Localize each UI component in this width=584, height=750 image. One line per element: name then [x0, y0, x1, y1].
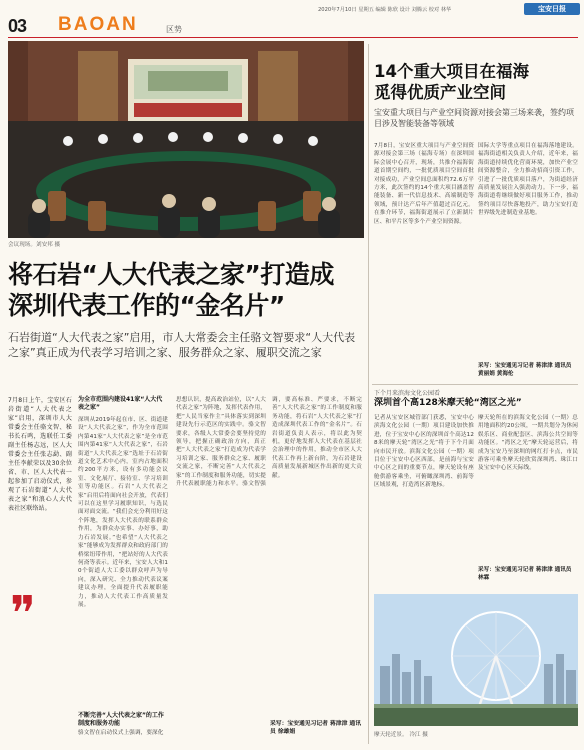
right-headline-line2: 觅得优质产业空间 — [374, 83, 506, 102]
meeting-photo — [8, 41, 364, 238]
ferris-wheel-illustration — [374, 594, 578, 726]
main-headline-line2: 深圳代表工作的“金名片” — [8, 291, 285, 320]
main-lead: 7月8日上午，宝安区石岩街道“人大代表之家”启用，深圳市人大常委会主任骆文智、秘书长石鸣，选联任工委副主任杨志远，区人大常委会主任张志勐、副主任李献荣以及30余位省、市、区人大代表一起参加了启动仪式，参观了石岩街道“人大代表之家”和浪心人大代表社区联络站。 — [8, 397, 72, 512]
ferris-byline: 采写：宝安通见习记者 蒋津津 通讯员 林霖 — [478, 567, 572, 581]
main-subheadline: 石岩街道“人大代表之家”启用，市人大常委会主任骆文智要求“人大代表之家”真正成为代表学习培训之家、服务群众之家、履职交流之家 — [8, 331, 356, 359]
ferris-kicker: 下个月来滨海文化公园看 — [374, 390, 441, 397]
date-line: 2020年7月10日 星期五 编辑 陈欣 设计 刘腾云 校对 林华 — [318, 7, 452, 13]
ferris-photo — [374, 594, 578, 726]
ferris-body-right: 摩天轮所在的滨海文化公园（一期）总用地面积约20公顷，一期共划分为休闲娱乐区、商业配套区、滨海公共空间等功能区。“湾区之光”摩天轮运营后，将成为宝安乃至深圳的网红打卡点，市民游客可乘坐摩天轮欣赏深圳湾、珠江口及宝安中心区天际线。 — [478, 415, 578, 472]
col3-body: 思想认识，提高政治站位，以“人大代表之家”为阵地，发挥代表作用，把“人民当家作主”具体落实到深圳建设先行示范区的实践中。骆文智要求，各级人大常委会要坚持党的领导，把握正确政治方向，真正把“人大代表之家”打造成为代表学习培训之家、服务群众之家、履职交流之家，不断完善“人大代表之家”的工作制度和服务功能，切实提升代表履职能力和水平。骆文智强调，要高标准、严要求，不断完善“人大代表之家”的工作制度和服务功能，将石岩“人大代表之家”打造成深圳代表工作的“金名片”。石岩街道负责人表示，将以此为契机，更好地发挥人大代表在基层社会治理中的作用，推动全市区人大代表工作再上新台阶，为石岩建设高质量发展新城区作出新的更大贡献。 — [176, 397, 362, 488]
masthead-logo — [524, 3, 580, 15]
meeting-photo-caption: 会议现场。刘安邦 摄 — [8, 242, 61, 248]
right-section-divider — [372, 384, 578, 385]
meeting-photo-illustration — [8, 41, 364, 238]
page-header — [0, 0, 584, 36]
header-rule — [8, 37, 578, 38]
main-byline: 采写：宝安通见习记者 蒋津津 通讯员 徐雄娟 — [270, 721, 361, 736]
ferris-body-left: 记者从宝安区城管部门获悉，宝安中心滨海文化公园（一期）项目建设加快推进，位于宝安中心区的深圳首个高达128米的摩天轮“湾区之光”将于下个月面向市民开放。滨海文化公园（一期）项目位于宝安中心区西部，是前海与宝安中心区之间的重要节点，摩天轮设有座舱供游客乘坐，可俯瞰深圳湾、前海等区域景观，打造湾区新地标。 — [374, 415, 474, 489]
ferris-photo-caption: 摩天轮近景。 冷江 摄 — [374, 732, 428, 738]
col2-subhead-2: 不断完善“人大代表之家”的工作制度和服务功能 — [78, 712, 164, 727]
right-body-left: 7月8日，宝安区重大项目与产业空间资源对接会第三场（福海专场）在深圳国际会展中心召开，现场，共推介福海街道首期空间约，一批优质项目空间首批对接成功，产业空间总面积约72.6万平方米，此次签约的14个重大项目涵盖智能装备、新一代信息技术、高端制造等领域，预计达产后年产值超过百亿元。在推介环节，福海街道展示了立新湖片区、和平片区等多个产业空间资源。 — [374, 143, 474, 225]
page-number: 03 — [8, 16, 27, 36]
section-cn: 区势 — [166, 25, 182, 34]
main-headline-line1: 将石岩“人大代表之家”打造成 — [8, 260, 334, 289]
ferris-headline: 深圳首个高128米摩天轮“湾区之光” — [374, 398, 522, 408]
section-en: BAOAN — [58, 14, 138, 35]
right-body-right: 国际大学等重点项目在福海落地建设。福海街道相关负责人介绍，近年来，福海街道持续优化营商环境，加快产业空间资源整合，全力推动招商引资工作，引进了一批优质项目落户，为街道经济高质量发展注入强劲动力。下一步，福海街道将继续做好项目服务工作，推动签约项目尽快落地投产，助力宝安打造世界级先进制造业基地。 — [478, 143, 578, 217]
column-divider — [368, 44, 369, 744]
right-headline-line1: 14个重大项目在福海 — [374, 62, 529, 81]
right-subheadline: 宝安重大项目与产业空间资源对接会第三场来袭，签约项目涉及智能装备等领域 — [374, 108, 574, 128]
col2-body: 深圳从2019年起在市、区、街道建设“人大代表之家”，作为全市范围内第41家“人大代表之家”是全市范围内第41家“人大代表之家”，石岩街道“人大代表之家”选址于石岩街道文化艺术中心内，室内占地面积约200平方米，设有多功能会议室、文化展厅、接待室、学习培训室等功能区。石岩“人大代表之家”启用后将面向社会开放，代表们可以在这里学习履职知识，与选民面对面交流。“我们会充分利用好这个阵地，发挥人大代表的联系群众作用，为群众办实事、办好事，助力石岩发展。”也希望“人大代表之家”能够成为发挥群众和政府部门的桥梁纽带作用，“把站好的人大代表何斋等表示。近年来，宝安人大和10个街道人大工委以群众呼声为导向，深入研究、全力推动代表议案建议办理，全面提升代表履职能力，推动人大代表工作高质量发展。 — [78, 417, 168, 608]
masthead-text: 宝安日报 — [538, 5, 566, 13]
col2-tail: 骆文智在启动仪式上强调，要深化 — [78, 730, 164, 736]
right-top-byline: 采写：宝安通见习记者 蒋津津 通讯员 黄丽娟 黄海伦 — [478, 363, 572, 377]
quote-mark-icon: ❞ — [10, 586, 36, 642]
col2-subhead: 为全市范围内建设41家“人大代表之家” — [78, 396, 163, 411]
